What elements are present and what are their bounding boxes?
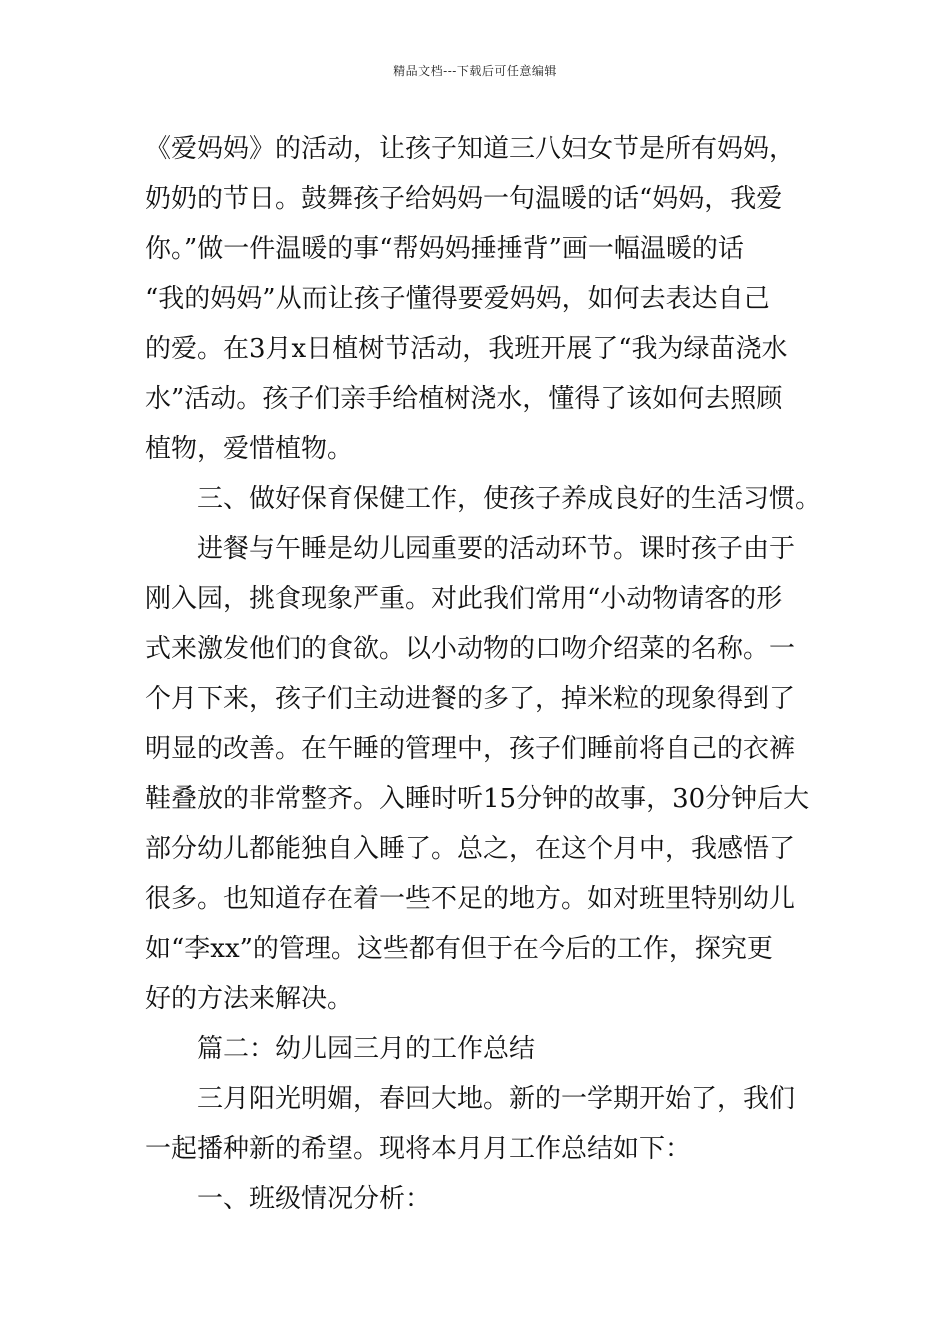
text-line: 好的方法来解决。: [145, 984, 354, 1014]
text-line: 如“李xx”的管理。这些都有但于在今后的工作，探究更: [145, 934, 773, 964]
section-heading: 三、做好保育保健工作，使孩子养成良好的生活习惯。: [197, 484, 822, 514]
text-line: 水”活动。孩子们亲手给植树浇水，懂得了该如何去照顾: [145, 384, 783, 414]
text-line: 奶奶的节日。鼓舞孩子给妈妈一句温暖的话“妈妈，我爱: [145, 184, 783, 214]
text-line: 《爱妈妈》的活动，让孩子知道三八妇女节是所有妈妈，: [145, 134, 796, 164]
article-title: 篇二：幼儿园三月的工作总结: [197, 1034, 536, 1064]
page-header: 精品文档---下载后可任意编辑: [393, 64, 557, 78]
text-line: 你。”做一件温暖的事“帮妈妈捶捶背”画一幅温暖的话: [145, 234, 744, 264]
text-line: 刚入园，挑食现象严重。对此我们常用“小动物请客的形: [145, 584, 783, 614]
text-line: 植物，爱惜植物。: [145, 434, 354, 464]
text-line: 部分幼儿都能独自入睡了。总之，在这个月中，我感悟了: [145, 834, 796, 864]
text-line: 很多。也知道存在着一些不足的地方。如对班里特别幼儿: [145, 884, 796, 914]
text-line: 个月下来，孩子们主动进餐的多了，掉米粒的现象得到了: [145, 684, 796, 714]
text-line: 明显的改善。在午睡的管理中，孩子们睡前将自己的衣裤: [145, 734, 796, 764]
text-line: 的爱。在3月x日植树节活动，我班开展了“我为绿苗浇水: [145, 334, 788, 364]
text-line: “我的妈妈”从而让孩子懂得要爱妈妈，如何去表达自己: [145, 284, 770, 314]
text-line: 鞋叠放的非常整齐。入睡时听15分钟的故事，30分钟后大: [145, 784, 810, 814]
document-body: [145, 124, 822, 1224]
text-line: 一起播种新的希望。现将本月月工作总结如下：: [145, 1134, 692, 1164]
paragraph-start: 三月阳光明媚，春回大地。新的一学期开始了，我们: [197, 1084, 796, 1114]
text-line: 式来激发他们的食欲。以小动物的口吻介绍菜的名称。一: [145, 634, 796, 664]
section-heading: 一、班级情况分析：: [197, 1184, 432, 1214]
paragraph-start: 进餐与午睡是幼儿园重要的活动环节。课时孩子由于: [197, 534, 796, 564]
